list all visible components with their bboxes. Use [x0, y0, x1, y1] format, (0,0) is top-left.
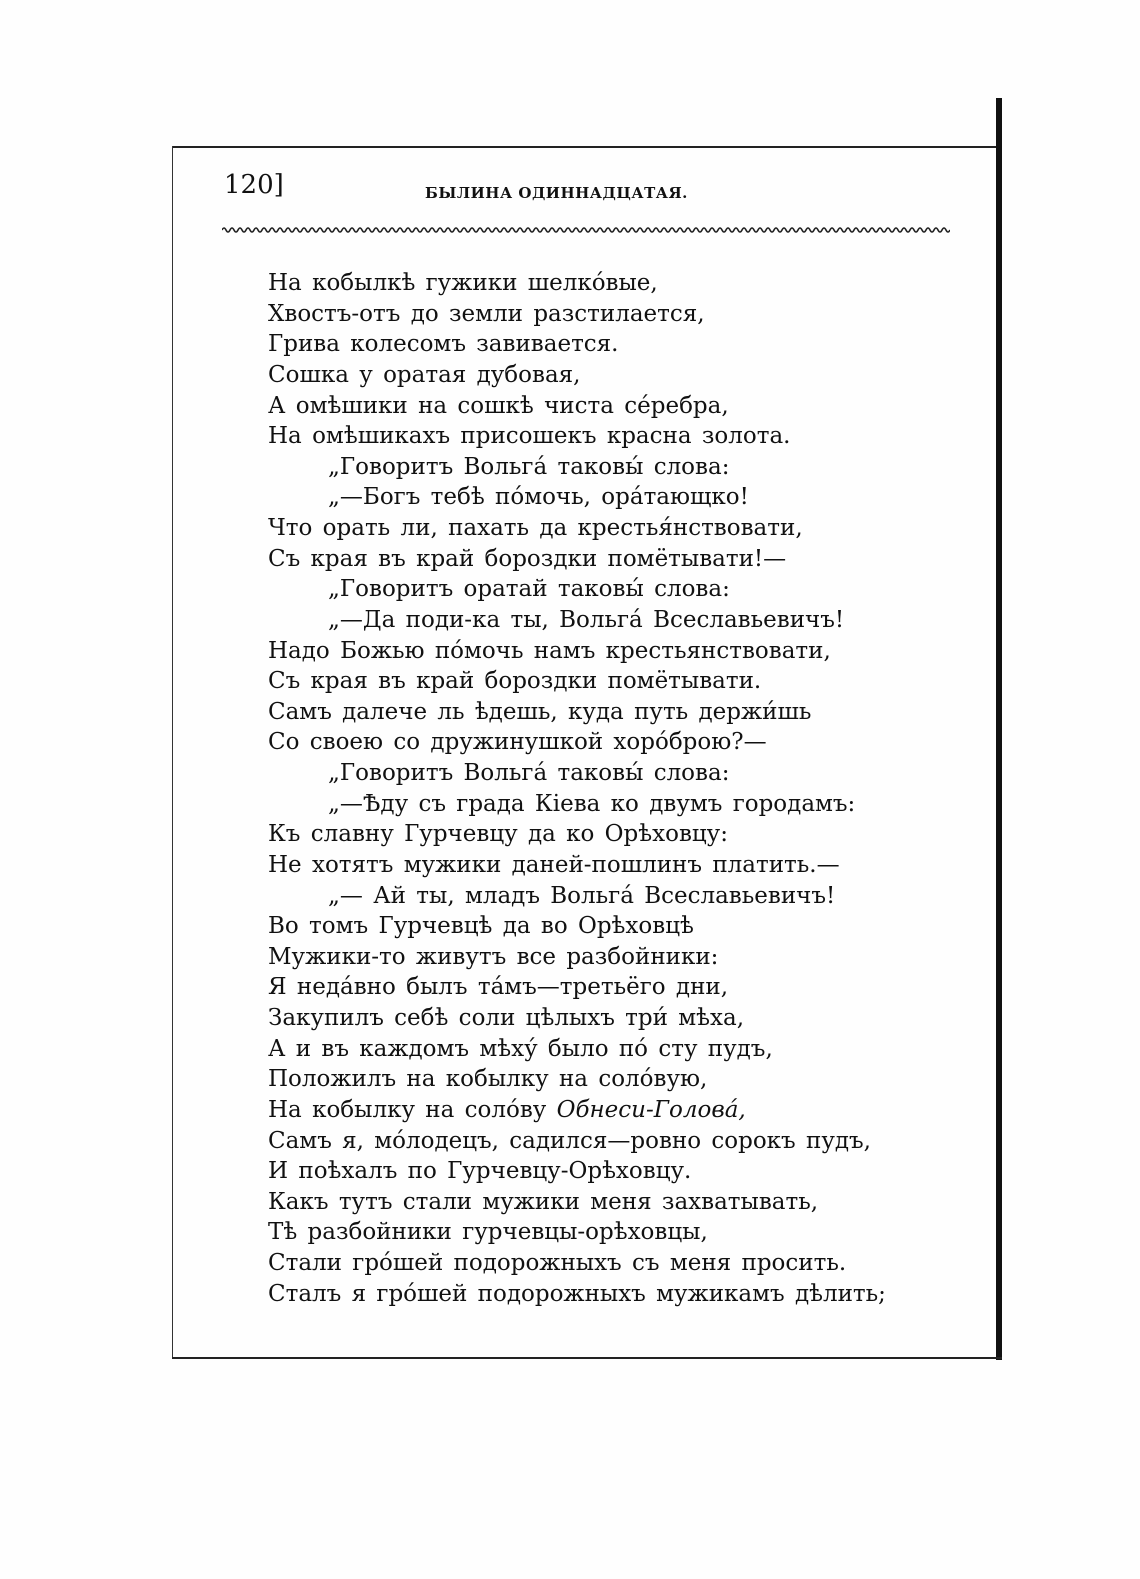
verse-line-text: Со своею со дружинушкой хоро́брою?— [268, 729, 767, 756]
verse-line [268, 574, 928, 605]
verse-line-text: Самъ далече ль ѣдешь, куда путь держи́шь [268, 698, 812, 725]
verse-line [268, 1003, 928, 1034]
verse-line-text: Закупилъ себѣ соли цѣлыхъ три́ мѣха, [268, 1005, 744, 1031]
verse-line-text: Къ славну Гурчевцу да ко Орѣховцу: [268, 821, 728, 848]
verse-line-text: „—Да поди-ка ты, Вольга́ Всеславьевичъ! [328, 606, 845, 633]
verse-line [268, 1217, 928, 1248]
verse-text [268, 268, 928, 1309]
verse-line [268, 513, 928, 544]
verse-line-text: На омѣшикахъ присошекъ красна золота. [268, 423, 791, 450]
verse-line-text: А омѣшики на сошкѣ чиста се́ребра, [268, 392, 729, 419]
verse-line [268, 1034, 928, 1065]
verse-line-text: Хвостъ-отъ до земли разстилается, [268, 300, 705, 327]
verse-line [268, 482, 928, 513]
verse-line-text: Грива колесомъ завивается. [268, 331, 619, 358]
verse-line-text: Мужики-то живутъ все разбойники: [268, 943, 719, 970]
verse-line-text: „— Ай ты, младъ Вольга́ Всеславьевичъ! [328, 882, 836, 909]
verse-line [268, 789, 928, 820]
verse-line [268, 421, 928, 452]
verse-line-text: Надо Божью по́мочь намъ крестьянствовати, [268, 637, 831, 664]
verse-line [268, 1279, 928, 1310]
verse-line-text: Во томъ Гурчевцѣ да во Орѣховцѣ [268, 913, 694, 940]
verse-line [268, 850, 928, 881]
verse-line [268, 911, 928, 942]
verse-line-text: И поѣхалъ по Гурчевцу-Орѣховцу. [268, 1158, 692, 1185]
verse-line-text: На кобылку на соло́ву [268, 1096, 557, 1123]
verse-line-text: Положилъ на кобылку на соло́вую, [268, 1066, 708, 1093]
verse-line-text: Я неда́вно былъ та́мъ—третьёго дни, [268, 974, 729, 1001]
verse-line-italic-name: Обнеси-Голова́, [556, 1096, 746, 1123]
verse-line [268, 636, 928, 667]
verse-line [268, 268, 928, 299]
wavy-ornament-rule [222, 224, 950, 236]
verse-line [268, 544, 928, 575]
verse-line-text: Не хотятъ мужики даней-пошлинъ платить.— [268, 851, 840, 878]
verse-line-text: „Говоритъ Вольга́ таковы́ слова: [328, 453, 730, 480]
verse-line [268, 819, 928, 850]
verse-line [268, 881, 928, 912]
verse-line-text: „—Ѣду съ града Кіева ко двумъ городамъ: [328, 790, 856, 817]
verse-line-text: „—Богъ тебѣ по́мочь, ора́тающко! [328, 484, 749, 511]
verse-line [268, 972, 928, 1003]
verse-line-text: Что орать ли, пахать да крестья́нствовати, [268, 515, 803, 541]
verse-line [268, 360, 928, 391]
verse-line [268, 758, 928, 789]
running-title: БЫЛИНА ОДИННАДЦАТАЯ. [425, 184, 688, 202]
verse-line-text: Какъ тутъ стали мужики меня захватывать, [268, 1188, 819, 1215]
verse-line [268, 1248, 928, 1279]
verse-line-text: Сталъ я гро́шей подорожныхъ мужикамъ дѣлить; [268, 1280, 886, 1307]
verse-line [268, 605, 928, 636]
frame-right-rule [996, 98, 1002, 1360]
verse-line [268, 1095, 928, 1126]
verse-line [268, 452, 928, 483]
page-number: 120] [224, 170, 284, 200]
verse-line-text: Съ края въ край бороздки помётывати. [268, 668, 762, 695]
frame-bottom-rule [172, 1357, 1002, 1359]
verse-line [268, 1156, 928, 1187]
verse-line-text: Сошка у оратая дубовая, [268, 361, 581, 388]
verse-line [268, 329, 928, 360]
verse-line [268, 391, 928, 422]
verse-line-text: Тѣ разбойники гурчевцы-орѣховцы, [268, 1219, 708, 1246]
verse-line-text: А и въ каждомъ мѣху́ было по́ сту пудъ, [268, 1035, 773, 1062]
verse-line-text: „Говоритъ Вольга́ таковы́ слова: [328, 760, 730, 786]
verse-line [268, 1064, 928, 1095]
frame-top-rule [172, 146, 1000, 148]
verse-line [268, 299, 928, 330]
verse-line-text: „Говоритъ оратай таковы́ слова: [328, 576, 730, 603]
verse-line [268, 1126, 928, 1157]
verse-line-text: Самъ я, мо́лодецъ, садился—ровно сорокъ пудъ, [268, 1127, 871, 1154]
verse-line-text: Съ края въ край бороздки помётывати!— [268, 545, 787, 572]
verse-line-text: Стали гро́шей подорожныхъ съ меня просить. [268, 1250, 847, 1276]
frame-left-rule [172, 146, 173, 1357]
verse-line [268, 697, 928, 728]
verse-line [268, 727, 928, 758]
verse-line [268, 1187, 928, 1218]
verse-line [268, 942, 928, 973]
verse-line-text: На кобылкѣ гужики шелко́вые, [268, 270, 658, 296]
verse-line [268, 666, 928, 697]
